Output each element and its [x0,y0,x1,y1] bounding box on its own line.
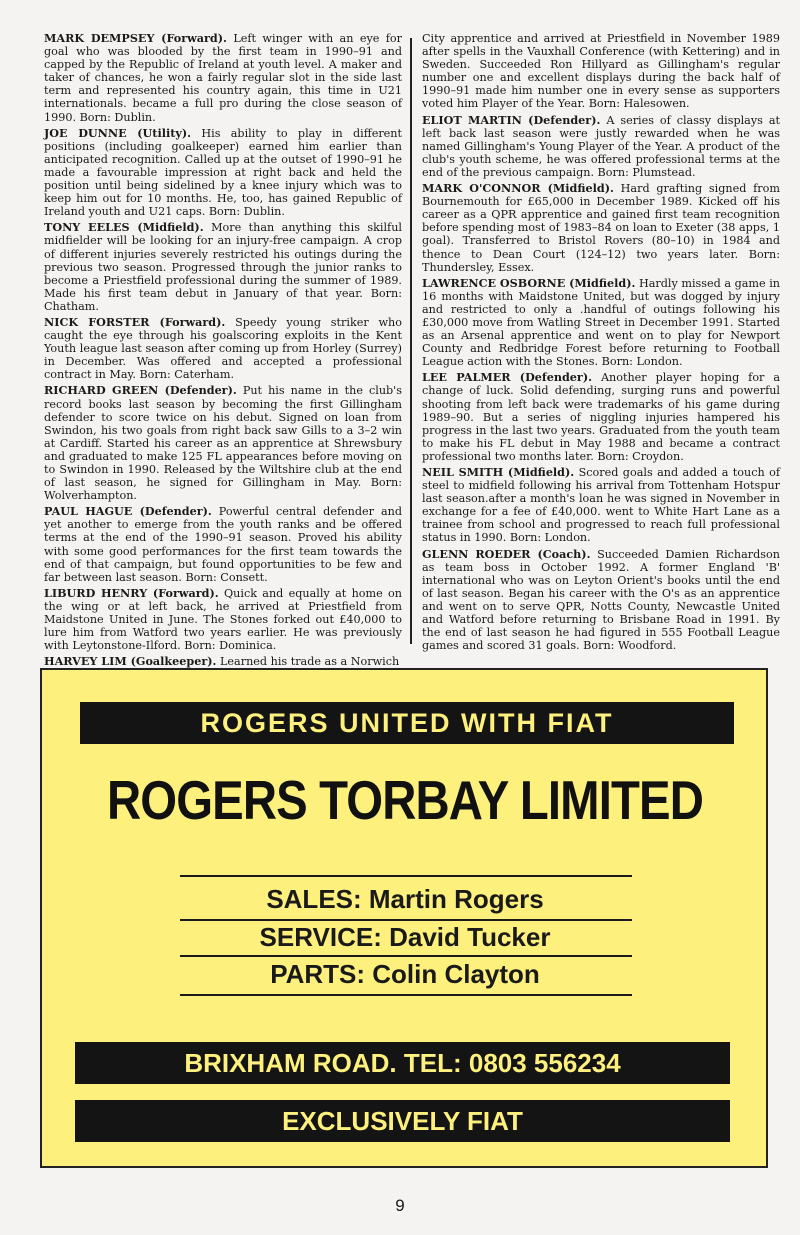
profile-entry [422,277,780,369]
player-bio: Hard grafting signed from Bournemouth for £65,000 in December 1989. Kicked off his career as a QPR apprentice and gained first team recognition before spending most of 1983–84 on loan to Exeter (38 apps, 1 goal). Transferred to Bristol Rovers (80–10) in 1984 and thence to Dean Court (124–12) two years later. Born: Thundersley, Essex. [422,182,780,274]
profile-entry [422,114,780,179]
profile-entry [44,587,402,652]
player-bio: Succeeded Damien Richardson as team boss in October 1992. A former England 'B' international who was on Leyton Orient's books until the end of last season. Began his career with the O's as an apprentice and went on to serve QPR, Notts County, Newcastle United and Watford before returning to Brisbane Road in 1991. By the end of last season he had figured in 555 Football League games and scored 31 goals. Born: Woodford. [422,547,780,653]
profile-entry [422,548,780,653]
profile-entry [44,221,402,313]
ad-rule [180,994,632,996]
company-name: ROGERS TORBAY LIMITED [106,769,704,831]
parts-contact: PARTS: Colin Clayton [270,959,540,989]
player-bio: Powerful central defender and yet another to emerge from the youth ranks and be offered terms at the end of the 1990–91 season. Proved his ability with some good performances for the first team towards the end of that campaign, but found opportunities to be few and far between last season. Born: Consett. [44,505,402,584]
page-number: 9 [395,1196,405,1215]
profile-entry [44,505,402,584]
player-name: LAWRENCE OSBORNE (Midfield). [422,275,636,290]
player-bio: Speedy young striker who caught the eye through his goalscoring exploits in the Kent Youth league last season after coming up from Horley (Surrey) in December. Was offered and accepted a professional contract in May. Born: Caterham. [44,315,402,382]
ad-banner: ROGERS UNITED WITH FIAT [80,702,734,744]
profile-entry [422,371,780,463]
sales-contact: SALES: Martin Rogers [266,884,544,914]
tagline-banner: EXCLUSIVELY FIAT [75,1100,730,1142]
player-bio: More than anything this skilful midfielder will be looking for an injury-free campaign. A crop of different injuries severely restricted his outings during the previous two season. Progressed through the junior ranks to become a Priestfield professional during the summer of 1989. Made his first team debut in January of that year. Born: Chatham. [44,221,402,313]
player-name: MARK O'CONNOR (Midfield). [422,181,614,196]
ad-rule [180,875,632,877]
player-name: NEIL SMITH (Midfield). [422,465,575,479]
player-name: ELIOT MARTIN (Defender). [422,112,601,127]
profile-entry [422,182,780,274]
profile-entry [44,384,402,502]
ad-rule [180,919,632,921]
player-bio: Another player hoping for a change of luck. Solid defending, surging runs and powerful shooting from left back were trademarks of his game during 1989–90. But a series of niggling injuries hampered his progress in the last two years. Graduated from the youth team to make his FL debut in May 1988 and became a contract professional two months later. Born: Croydon. [422,371,780,463]
player-name: GLENN ROEDER (Coach). [422,546,591,561]
player-name: LIBURD HENRY (Forward). [44,585,219,600]
profile-entry-continued [422,32,780,111]
player-bio: Hardly missed a game in 16 months with Maidstone United, but was dogged by injury and restricted to only a .handful of outings following his £30,000 move from Watling Street in December 1991. Started as an Arsenal apprentice and went on to play for Newport County and Redbridge Forest before returning to Football League action with the Stones. Born: London. [422,276,780,369]
right-column [412,32,781,653]
player-bio: His ability to play in different positions (including goalkeeper) earned him earlier than anticipated recognition. Called up at the outset of 1990–91 he made a favourable impression at right back and held the position until being sidelined by a knee injury which was to keep him out for 10 months. He, too, has gained Republic of Ireland youth and U21 caps. Born: Dublin. [44,126,402,219]
player-bio: Left winger with an eye for goal who was blooded by the first team in 1990–91 and capped by the Republic of Ireland at youth level. A maker and taker of chances, he won a fairly regular slot in the side last term and represented his country again, this time in U21 internationals. became a full pro during the close season of 1990. Born: Dublin. [44,32,402,124]
service-contact: SERVICE: David Tucker [259,922,551,952]
player-name: MARK DEMPSEY (Forward). [44,31,227,45]
player-profiles [44,31,781,669]
player-name: JOE DUNNE (Utility). [44,125,192,140]
player-bio: Put his name in the club's record books last season by becoming the first Gillingham defender to score twice on his debut. Signed on loan from Swindon, his two goals from right back saw Gills to a 3–2 win at Cardiff. Started his career as an apprentice at Shrewsbury and graduated to make 125 FL appearances before moving on to Swindon in 1990. Released by the Wiltshire club at the end of last season, he signed for Gillingham in May. Born: Wolverhampton. [44,384,403,503]
player-name: LEE PALMER (Defender). [422,370,593,385]
address-banner: BRIXHAM ROAD. TEL: 0803 556234 [75,1042,730,1084]
advertisement [40,668,768,1168]
player-bio: Learned his trade as a Norwich [220,655,400,669]
profile-entry [44,655,402,668]
player-bio: Scored goals and added a touch of steel to midfield following his arrival from Tottenham Hotspur last season.after a month's loan he was signed in November in exchange for a fee of £40,000. went to White Hart Lane as a trainee from school and progressed to reach full professional status in 1990. Born: London. [422,466,780,545]
player-name: PAUL HAGUE (Defender). [44,504,212,519]
profile-entry [44,32,402,124]
profile-entry [44,316,402,381]
profile-entry [422,466,780,545]
player-bio: Quick and equally at home on the wing or at left back, he arrived at Priestfield from Maidstone United in June. The Stones forked out £40,000 to lure him from Watford two years earlier. He was previously with Leytonstone-Ilford. Born: Dominica. [44,586,403,653]
player-bio: A series of classy displays at left back last season were justly rewarded when he was named Gillingham's Young Player of the Year. A product of the club's youth scheme, he was offered professional terms at the end of the previous campaign. Born: Plumstead. [422,113,781,179]
player-name: RICHARD GREEN (Defender). [44,383,237,398]
player-bio: City apprentice and arrived at Priestfield in November 1989 after spells in the Vauxhall Conference (with Kettering) and in Sweden. Succeeded Ron Hillyard as Gillingham's regular number one and excellent displays during the back half of 1990–91 made him number one in every sense as supporters voted him Player of the Year. Born: Halesowen. [422,32,780,111]
ad-rule [180,955,632,957]
player-name: NICK FORSTER (Forward). [44,314,226,329]
profile-entry [44,127,402,219]
player-name: TONY EELES (Midfield). [44,220,204,235]
left-column [44,31,410,669]
player-name: HARVEY LIM (Goalkeeper). [44,654,217,669]
